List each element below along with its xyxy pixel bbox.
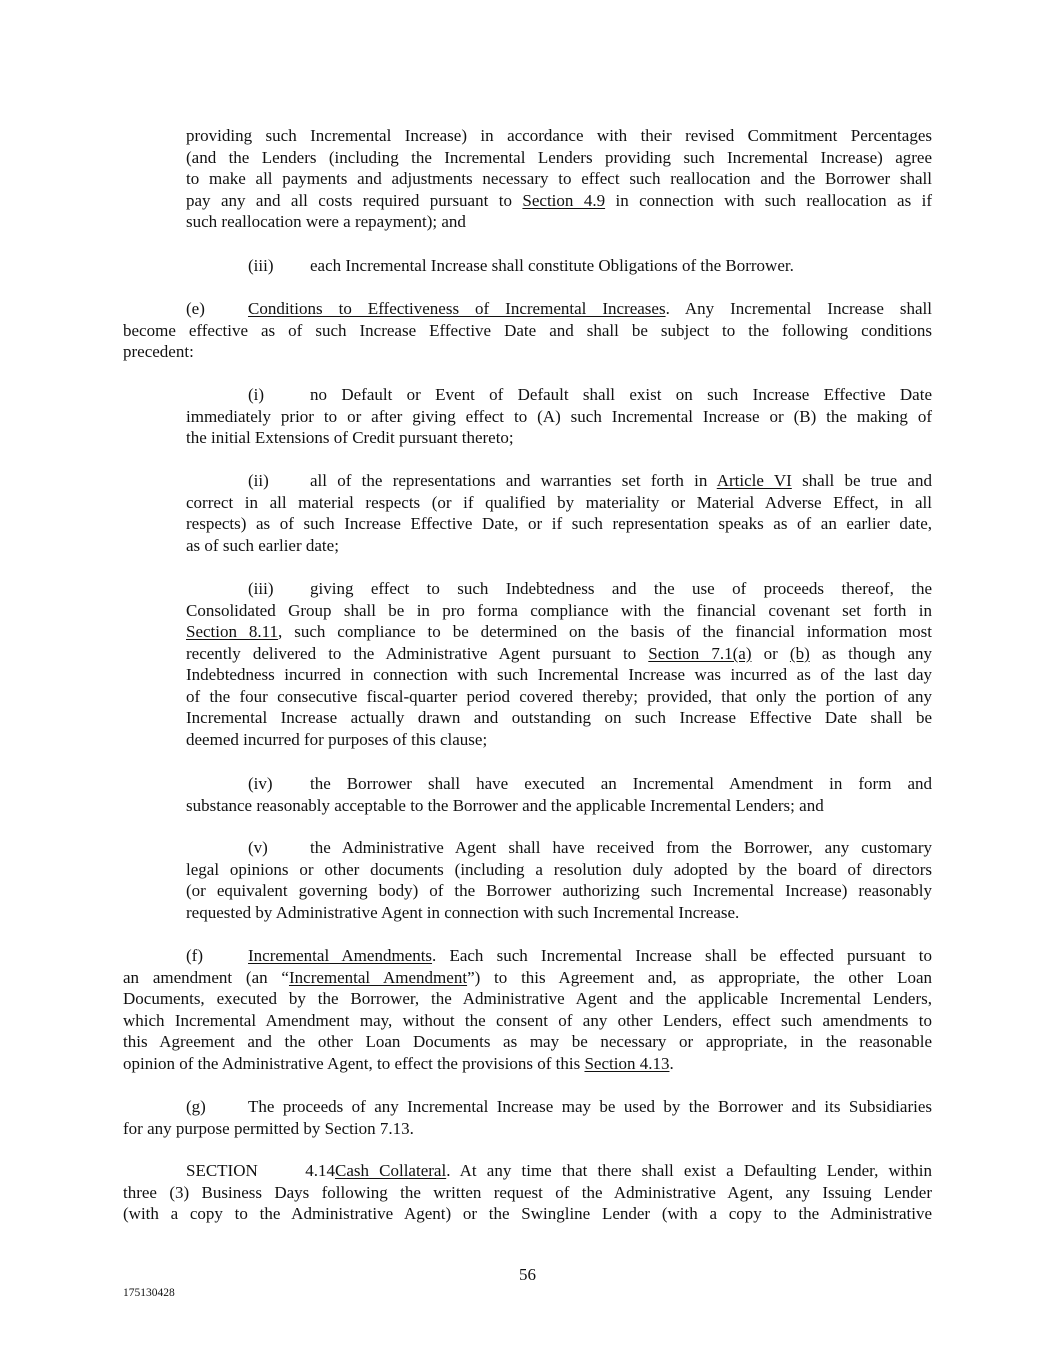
clause-number: (i) [248,385,265,404]
section-heading: Conditions to Effectiveness of Incremental Increases [248,299,666,318]
document-id: 175130428 [123,1287,175,1299]
section-4-14-cash-collateral: SECTION 4.14Cash Collateral. At any time that there shall exist a Defaulting Lender, within three (3) Business Days following the written request of the Administrative Agent, any Issuing Lender (with a copy to the Administrative Agent) or the Swingline Lender (with a copy to the Administrative [123,1161,932,1223]
section-e-conditions: (e) Conditions to Effectiveness of Incremental Increases. Any Incremental Increase shall become effective as of such Increase Effective Date and shall be subject to the following conditions precedent: [123,299,932,361]
text-line: deemed incurred for purposes of this clause; [186,729,488,749]
text-line: three (3) Business Days following the written request of the Administrative Agent, any Issuing Lender [123,1182,932,1202]
clause-number: (iv) [248,774,273,793]
text-line: precedent: [123,342,194,361]
section-7-1b-link[interactable]: (b) [789,643,810,663]
page-number: 56 [519,1265,536,1284]
clause-number: (e) [186,299,205,318]
clause-number: (f) [186,946,203,965]
section-8-11-link[interactable]: Section 8.11 [186,622,279,641]
text-line: become effective as of such Increase Effective Date and shall be subject to the following conditions [123,320,932,340]
text-line: the initial Extensions of Credit pursuant thereto; [186,428,514,447]
text-line: to make all payments and adjustments necessary to effect such reallocation and the Borrower shall [186,169,932,188]
clause-number: (v) [248,838,268,857]
text-line: Incremental Increase actually drawn and outstanding on such Increase Effective Date shall be [186,708,932,727]
section-7-1a-link[interactable]: Section 7.1(a) [648,643,752,663]
text-line: Indebtedness incurred in connection with such Incremental Increase was incurred as of the last day [186,665,932,684]
clause-number: (iii) [248,256,274,275]
section-heading: Cash Collateral [335,1161,447,1180]
clause-number: (g) [186,1097,206,1116]
section-4-13-link[interactable]: Section 4.13 [584,1053,670,1073]
text-line: providing such Incremental Increase) in accordance with their revised Commitment Percentages [186,126,932,145]
clause-iv: (iv) the Borrower shall have executed an Incremental Amendment in form and substance reasonably acceptable to the Borrower and the applicable Incremental Lenders; and [186,774,932,815]
text-line: as of such earlier date; [186,535,339,555]
section-4-9-link[interactable]: Section 4.9 [522,190,606,210]
text-line: substance reasonably acceptable to the Borrower and the applicable Incremental Lenders; and [186,795,824,815]
paragraph-continuation [186,125,932,233]
clause-number: (iii) [248,579,274,598]
text-line: immediately prior to or after giving effect to (A) such Incremental Increase or (B) the making of [186,406,932,426]
text-line: such reallocation were a repayment); and [186,212,466,231]
text-line: of the four consecutive fiscal-quarter period covered thereby; provided, that only the portion of any [186,686,932,706]
text-line: requested by Administrative Agent in connection with such Incremental Increase. [186,902,740,922]
text-line: (and the Lenders (including the Incremental Lenders providing such Incremental Increase) agree [186,147,932,167]
text-line: (with a copy to the Administrative Agent) or the Swingline Lender (with a copy to the Administrative [123,1204,932,1223]
text-line: pay any and all costs required pursuant to Section 4.9 in connection with such reallocation as if [186,190,932,210]
section-heading: Incremental Amendments [248,946,433,965]
text-line: Documents, executed by the Borrower, the Administrative Agent and the applicable Incremental Lenders, [123,989,932,1008]
text-line: which Incremental Amendment may, without the consent of any other Lenders, effect such amendments to [123,1010,932,1030]
text-line: (or equivalent governing body) of the Borrower authorizing such Incremental Increase) reasonably [186,881,932,900]
text-line: this Agreement and the other Loan Documents as may be necessary or appropriate, in the reasonable [123,1032,932,1051]
section-number: SECTION 4.14 [186,1161,335,1180]
section-f-amendments: (f) Incremental Amendments. Each such Incremental Increase shall be effected pursuant to an amendment (an “Incremental Amendment”) to this Agreement and, as appropriate, the other Loan Documents, executed by the Borrower, the Administrative Agent and the applicable Incremental Lenders, which Incremental Amendment may, without the consent of any other Lenders, effect such amendments to this Agreement and the other Loan Documents as may be necessary or appropriate, in the reasonable opinion of the Administrative Agent, to effect the provisions of this Section 4.13. [123,946,932,1073]
defined-term: Incremental Amendment [288,967,468,987]
text-line: respects) as of such Increase Effective Date, or if such representation speaks as of an earlier date, [186,514,932,533]
clause-iii-pro-forma: (iii) giving effect to such Indebtedness and the use of proceeds thereof, the Consolidated Group shall be in pro forma compliance with the financial covenant set forth in Section 8.11, such compliance to be determined on the basis of the financial information most recently delivered to the Administrative Agent pursuant to Section 7.1(a) or (b) as though any Indebtedness incurred in connection with such Incremental Increase was incurred as of the last day of the four consecutive fiscal-quarter period covered thereby; provided, that only the portion of any Incremental Increase actually drawn and outstanding on such Increase Effective Date shall be deemed incurred for purposes of this clause; [186,579,933,749]
clause-number: (ii) [248,471,269,490]
article-vi-link[interactable]: Article VI [716,471,792,490]
clause-v: (v) the Administrative Agent shall have received from the Borrower, any customary legal opinions or other documents (including a resolution duly adopted by the board of directors (or equivalent governing body) of the Borrower authorizing such Incremental Increase) reasonably requested by Administrative Agent in connection with such Incremental Increase. [186,838,932,922]
text-line: Consolidated Group shall be in pro forma compliance with the financial covenant set forth in [186,600,932,620]
clause-text: each Incremental Increase shall constitute Obligations of the Borrower. [310,256,794,275]
clause-iii-obligations [248,255,948,277]
text-line: correct in all material respects (or if qualified by materiality or Material Adverse Effect, in all [186,492,932,512]
clause-ii: (ii) all of the representations and warranties set forth in Article VI shall be true and correct in all material respects (or if qualified by materiality or Material Adverse Effect, in all respects) as of such Increase Effective Date, or if such representation speaks as of an earlier date, as of such earlier date; [186,471,932,555]
section-g-proceeds: (g) The proceeds of any Incremental Increase may be used by the Borrower and its Subsidiaries for any purpose permitted by Section 7.13. [123,1097,932,1138]
clause-i: (i) no Default or Event of Default shall exist on such Increase Effective Date immediately prior to or after giving effect to (A) such Incremental Increase or (B) the making of the initial Extensions of Credit pursuant thereto; [186,385,932,447]
text-line: legal opinions or other documents (including a resolution duly adopted by the board of directors [186,859,932,879]
text-line: for any purpose permitted by Section 7.13. [123,1118,414,1138]
